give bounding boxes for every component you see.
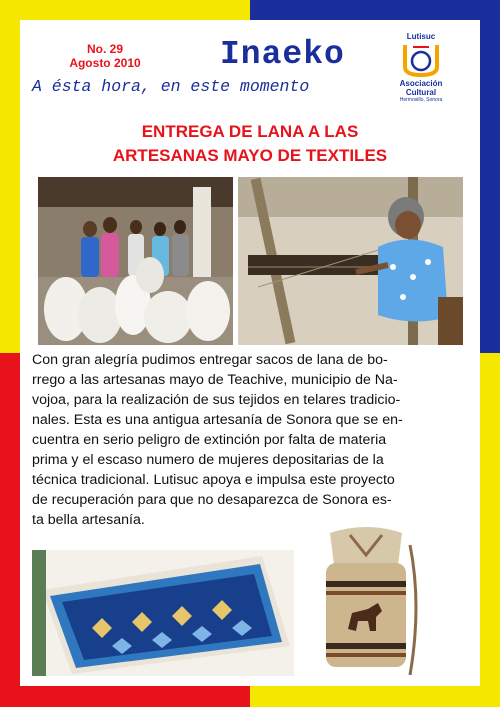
photo-woven-blanket (32, 550, 294, 676)
body-line: rrego a las artesanas mayo de Teachive, municipio de Na- (32, 372, 398, 388)
article-body (32, 350, 468, 530)
body-line: vojoa, para la realización de sus tejidos en telares tradicio- (32, 392, 401, 408)
article-headline (80, 120, 420, 168)
body-line: técnica tradicional. Lutisuc apoya e impulsa este proyecto (32, 472, 395, 488)
photo-women-with-wool-sacks (38, 177, 233, 345)
issue-info (60, 42, 150, 70)
issue-date: Agosto 2010 (69, 56, 141, 70)
logo-emblem-icon (399, 41, 443, 79)
magazine-title: Inaeko (220, 36, 345, 73)
body-line: Con gran alegría pudimos entregar sacos de lana de bo- (32, 352, 388, 368)
headline-line-2: ARTESANAS MAYO DE TEXTILES (112, 146, 388, 165)
photo-woman-weaving (238, 177, 463, 345)
logo-subtitle: Asociación Cultural (399, 79, 443, 97)
magazine-tagline: A ésta hora, en este momento (32, 77, 310, 96)
newsletter-page (20, 20, 480, 686)
issue-number: No. 29 (86, 42, 123, 56)
photo-woven-bag (310, 525, 422, 681)
body-line: cuentra en serio peligro de extinción por falta de materia (32, 432, 387, 448)
logo-caption: Hermosillo, Sonora (399, 97, 443, 103)
headline-line-1: ENTREGA DE LANA A LAS (141, 122, 359, 141)
lutisuc-logo (386, 32, 456, 103)
logo-name: Lutisuc (406, 32, 436, 41)
body-line: prima y el escaso numero de mujeres depositarias de la (32, 452, 384, 468)
body-line: ta bella artesanía. (32, 512, 145, 528)
body-line: nales. Esta es una antigua artesanía de Sonora que se en- (32, 412, 403, 428)
body-line: de recuperación para que no desaparezca de Sonora es- (32, 492, 392, 508)
